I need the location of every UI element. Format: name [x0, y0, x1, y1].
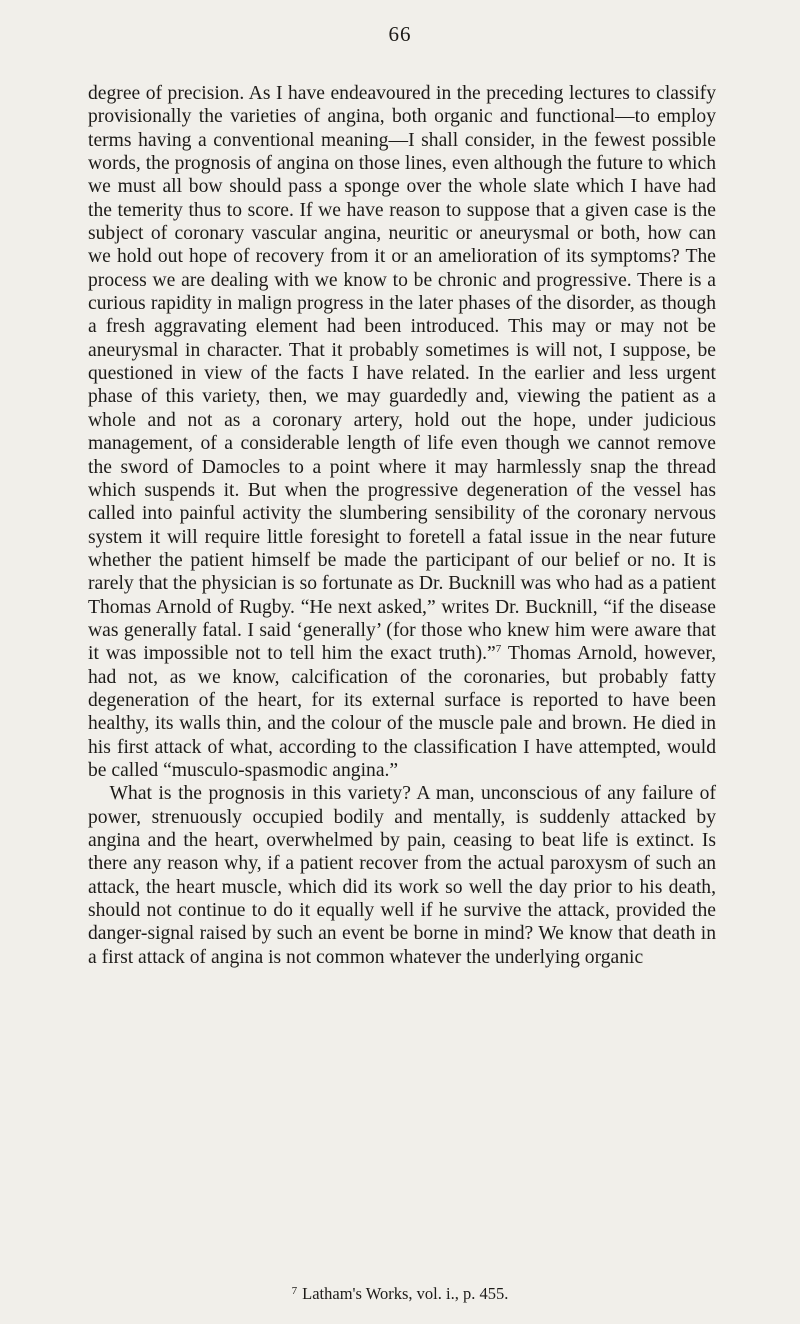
paragraph-1-text: degree of precision. As I have endeavoured in the preceding lectures to classify provisionally the varieties of angina, both organic and functional—to employ terms having a conventional meaning—I shall consider, in the fewest possible words, the prognosis of angina on those lines, even although the future to which we must all bow should pass a sponge over the whole slate which I have had the temerity thus to score. If we have reason to suppose that a given case is the subject of coronary vascular angina, neuritic or aneurysmal or both, how can we hold out hope of recovery from it or an amelioration of its symptoms? The process we are dealing with we know to be chronic and progressive. There is a curious rapidity in malign progress in the later phases of the disorder, as though a fresh aggravating element had been introduced. This may or may not be aneurysmal in character. That it probably sometimes is will not, I suppose, be questioned in view of the facts I have related. In the earlier and less urgent phase of this variety, then, we may guardedly and, viewing the patient as a whole and not as a coronary artery, hold out the hope, under judicious management, of a considerable length of life even though we cannot remove the sword of Damocles to a point where it may harmlessly snap the thread which suspends it. But when the progressive degeneration of the vessel has called into painful activity the slumbering sensibility of the coronary nervous system it will require little foresight to foretell a fatal issue in the near future whether the patient himself be made the participant of our belief or no. It is rarely that the physician is so fortunate as Dr. Bucknill was who had as a patient Thomas Arnold of Rugby. “He next asked,” writes Dr. Bucknill, “if the disease was generally fatal. I said ‘generally’ (for those who knew him were aware that it was impossible not to tell him the exact truth).”: [88, 83, 716, 665]
footnote-reference: 7: [495, 643, 502, 656]
paragraph-1-continued: Thomas Arnold, however, had not, as we know, calcification of the coronaries, but probably fatty degeneration of the heart, for its external surface is reported to have been healthy, its walls thin, and the colour of the muscle pale and brown. He died in his first attack of what, according to the classification I have attempted, would be called “musculo-spasmodic angina.”: [88, 643, 716, 781]
footnote-text: Latham's Works, vol. i., p. 455.: [302, 1284, 509, 1303]
footnote-mark: 7: [291, 1285, 298, 1297]
body-text: [88, 82, 716, 969]
paragraph-1: [88, 82, 716, 782]
page-number: 66: [388, 22, 412, 46]
paragraph-2: What is the prognosis in this variety? A man, unconscious of any failure of power, strenuously occupied bodily and mentally, is suddenly attacked by angina and the heart, overwhelmed by pain, ceasing to beat life is extinct. Is there any reason why, if a patient recover from the actual paroxysm of such an attack, the heart muscle, which did its work so well the day prior to his death, should not continue to do it equally well if he survive the attack, provided the danger-signal raised by such an event be borne in mind? We know that death in a first attack of angina is not common whatever the underlying organic: [88, 783, 716, 968]
footnote: [0, 1284, 800, 1304]
